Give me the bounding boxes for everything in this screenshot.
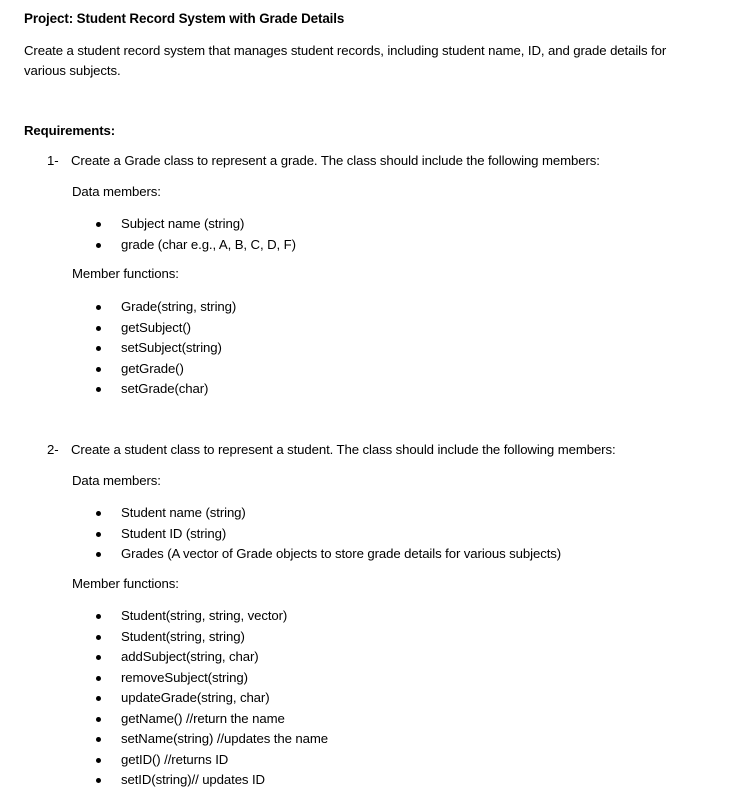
grade-data-members-list — [0, 214, 296, 255]
bullet-icon — [96, 737, 101, 742]
student-member-functions-list — [0, 606, 328, 791]
bullet-icon — [96, 511, 101, 516]
list-item: addSubject(string, char) — [0, 647, 328, 668]
item-number: 1- — [47, 153, 59, 168]
item-number: 2- — [47, 442, 59, 457]
list-item: getSubject() — [0, 318, 236, 339]
member-functions-label: Member functions: — [72, 266, 179, 281]
list-item: setGrade(char) — [0, 379, 236, 400]
bullet-icon — [96, 758, 101, 763]
bullet-icon — [96, 387, 101, 392]
list-item: Student ID (string) — [0, 524, 561, 545]
document-title: Project: Student Record System with Grade Details — [24, 11, 345, 26]
list-item: setID(string)// updates ID — [0, 770, 328, 791]
bullet-icon — [96, 696, 101, 701]
data-members-label: Data members: — [72, 184, 161, 199]
list-item: Student(string, string, vector) — [0, 606, 328, 627]
bullet-icon — [96, 552, 101, 557]
bullet-icon — [96, 532, 101, 537]
bullet-icon — [96, 243, 101, 248]
list-item: getID() //returns ID — [0, 750, 328, 771]
bullet-icon — [96, 676, 101, 681]
list-item: setName(string) //updates the name — [0, 729, 328, 750]
bullet-icon — [96, 635, 101, 640]
list-item: Student(string, string) — [0, 627, 328, 648]
data-members-label: Data members: — [72, 473, 161, 488]
list-item: Grades (A vector of Grade objects to store grade details for various subjects) — [0, 544, 561, 565]
bullet-icon — [96, 655, 101, 660]
item-text: Create a student class to represent a student. The class should include the following members: — [71, 442, 616, 457]
list-item: Student name (string) — [0, 503, 561, 524]
bullet-icon — [96, 346, 101, 351]
bullet-icon — [96, 778, 101, 783]
list-item: Subject name (string) — [0, 214, 296, 235]
intro-paragraph: Create a student record system that manages student records, including student name, ID, and grade details for various subjects. — [24, 43, 667, 78]
list-item: getGrade() — [0, 359, 236, 380]
student-data-members-list — [0, 503, 561, 565]
list-item: setSubject(string) — [0, 338, 236, 359]
list-item: removeSubject(string) — [0, 668, 328, 689]
bullet-icon — [96, 305, 101, 310]
bullet-icon — [96, 717, 101, 722]
item-text: Create a Grade class to represent a grade. The class should include the following members: — [71, 153, 600, 168]
requirement-item-2 — [47, 442, 616, 457]
list-item: getName() //return the name — [0, 709, 328, 730]
requirement-item-1 — [47, 153, 600, 168]
bullet-icon — [96, 222, 101, 227]
grade-member-functions-list — [0, 297, 236, 400]
list-item: updateGrade(string, char) — [0, 688, 328, 709]
bullet-icon — [96, 367, 101, 372]
bullet-icon — [96, 326, 101, 331]
list-item: Grade(string, string) — [0, 297, 236, 318]
requirements-heading: Requirements: — [24, 123, 116, 138]
list-item: grade (char e.g., A, B, C, D, F) — [0, 235, 296, 256]
member-functions-label: Member functions: — [72, 576, 179, 591]
bullet-icon — [96, 614, 101, 619]
